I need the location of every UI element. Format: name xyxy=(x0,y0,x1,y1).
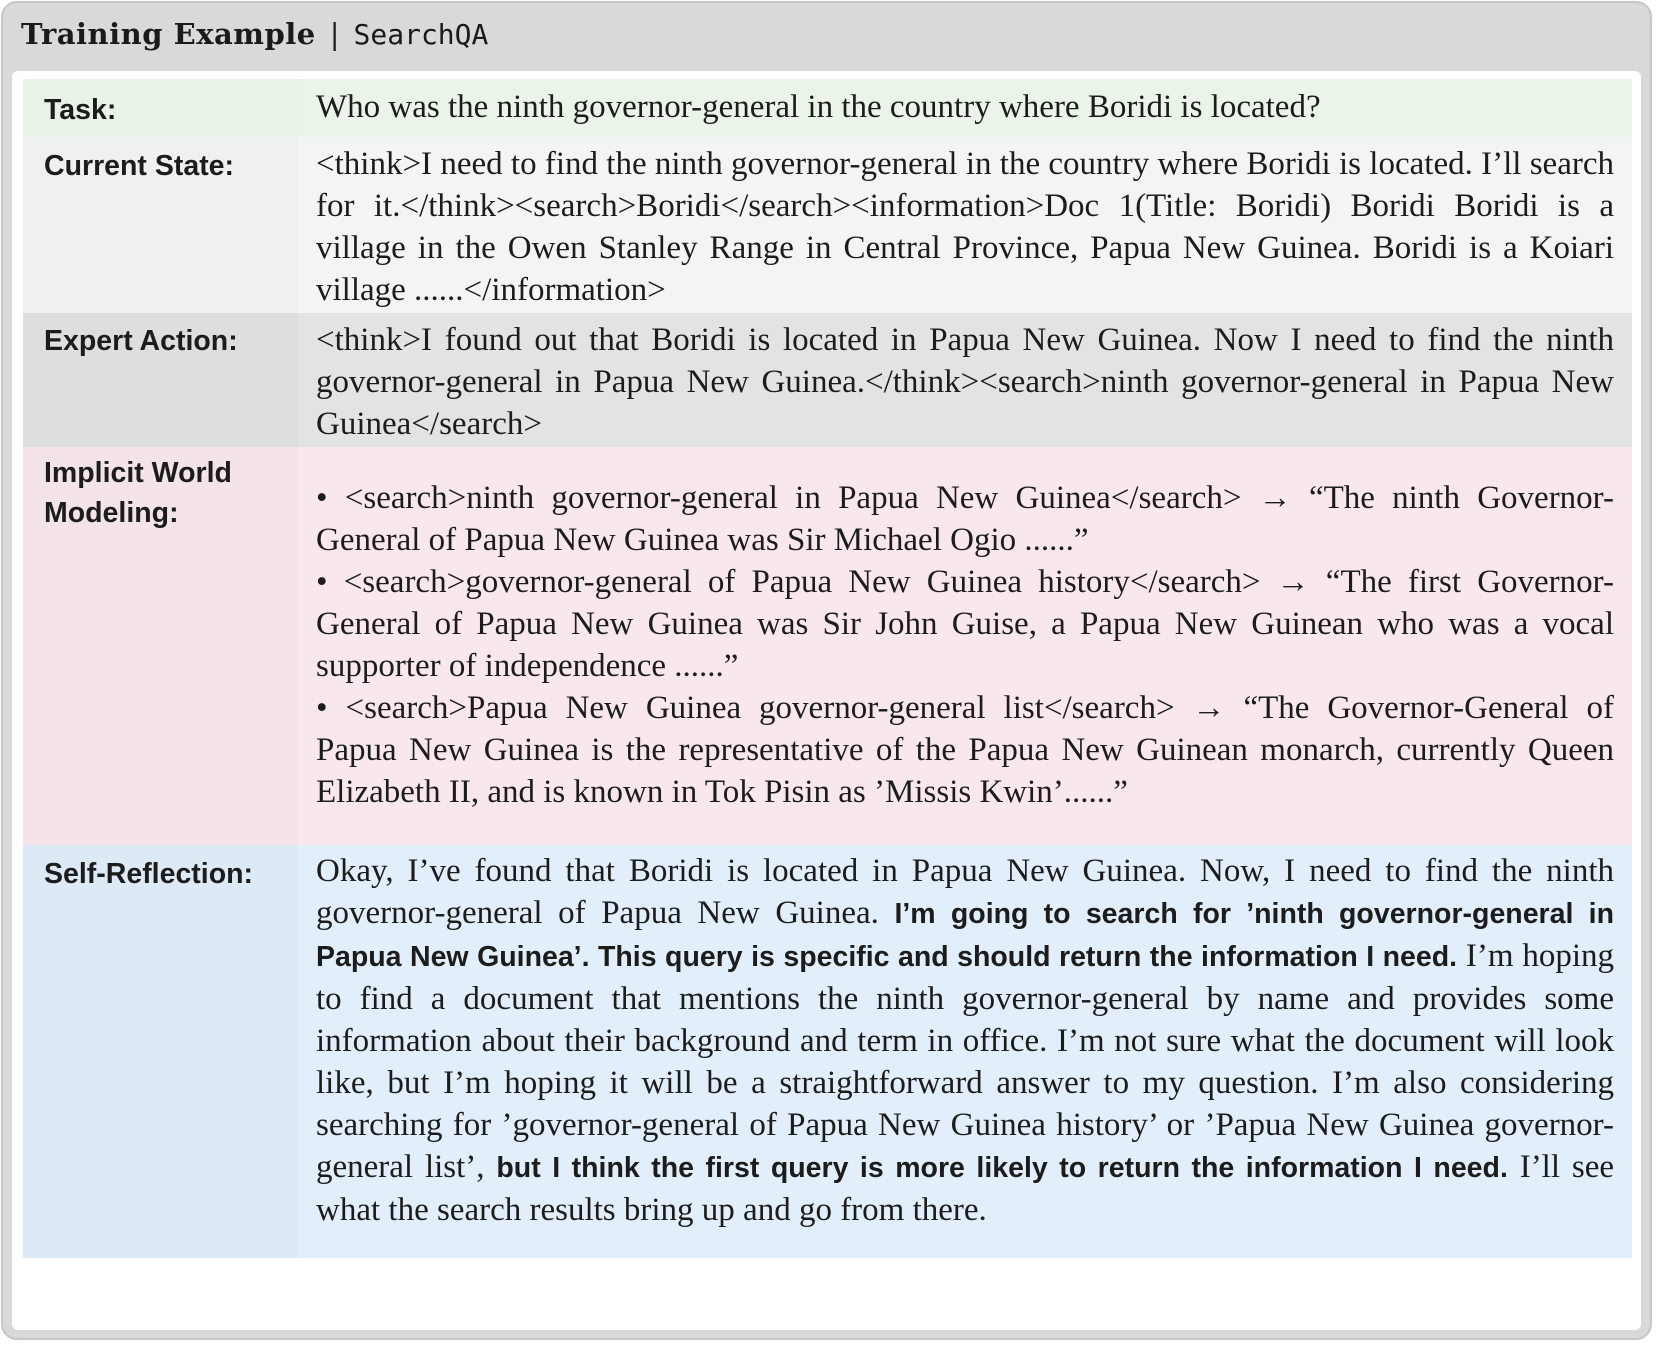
world-model-item: • <search>ninth governor-general in Papua New Guinea</search> → “The ninth Governor-General of Papua New Guinea was Sir Michael Ogio ......” xyxy=(316,480,1614,558)
current-state-label: Current State: xyxy=(23,137,298,313)
implicit-world-modeling-label: Implicit World Modeling: xyxy=(23,447,298,845)
world-model-item: • <search>Papua New Guinea governor-general list</search> → “The Governor-General of Papua New Guinea is the representative of the Papua New Guinean monarch, currently Queen Elizabeth II, and is known in Tok Pisin as ’Missis Kwin’......” xyxy=(316,690,1614,810)
task-text: Who was the ninth governor-general in the country where Boridi is located? xyxy=(298,79,1632,137)
content-panel xyxy=(12,71,1641,1330)
implicit-world-modeling-text xyxy=(298,447,1632,845)
current-state-text: <think>I need to find the ninth governor-general in the country where Boridi is located. I’ll search for it.</think><search>Boridi</search><information>Doc 1(Title: Boridi) Boridi Boridi is a village in the Owen Stanley Range in Central Province, Papua New Guinea. Boridi is a Koiari village ......</information> xyxy=(316,146,1614,308)
world-model-item: • <search>governor-general of Papua New Guinea history</search> → “The first Governor-General of Papua New Guinea was Sir John Guise, a Papua New Guinean who was a vocal supporter of independence ......” xyxy=(316,564,1614,684)
reflection-highlight: I’m going to search for ’ninth governor-general in Papua New Guinea’. This query is specific and should return the information I need. xyxy=(316,898,1614,973)
reflection-text-part: I’ll see what the search results bring up and go from there. xyxy=(316,1149,1614,1228)
reflection-text-part: Okay, I’ve found that Boridi is located in Papua New Guinea. Now, I need to find the ninth governor-general of Papua New Guinea. xyxy=(316,853,1614,931)
example-table xyxy=(23,79,1632,1258)
self-reflection-text xyxy=(298,845,1632,1258)
example-frame xyxy=(1,1,1652,1340)
header-separator: | xyxy=(329,17,340,51)
reflection-highlight: but I think the first query is more likely to return the information I need. xyxy=(496,1152,1508,1184)
expert-action-row xyxy=(23,313,1632,447)
expert-action-label: Expert Action: xyxy=(23,313,298,447)
task-label: Task: xyxy=(44,94,117,126)
implicit-world-modeling-row xyxy=(23,447,1632,845)
frame-header xyxy=(21,17,488,61)
current-state-row xyxy=(23,137,1632,313)
self-reflection-label: Self-Reflection: xyxy=(23,845,298,1258)
header-title: Training Example xyxy=(21,17,316,51)
expert-action-text: <think>I found out that Boridi is located in Papua New Guinea. Now I need to find the ninth governor-general in Papua New Guinea.</think><search>ninth governor-general in Papua New Guinea</search> xyxy=(298,313,1632,447)
self-reflection-row xyxy=(23,845,1632,1258)
task-row xyxy=(23,79,1632,137)
reflection-text-part: I’m hoping to find a document that mentions the ninth governor-general by name and provides some information about their background and term in office. I’m not sure what the document will look like, but I’m hoping it will be a straightforward answer to my question. I’m also considering searching for ’governor-general of Papua New Guinea history’ or ’Papua New Guinea governor-general list’, xyxy=(316,938,1614,1185)
header-subtitle: SearchQA xyxy=(353,18,489,51)
